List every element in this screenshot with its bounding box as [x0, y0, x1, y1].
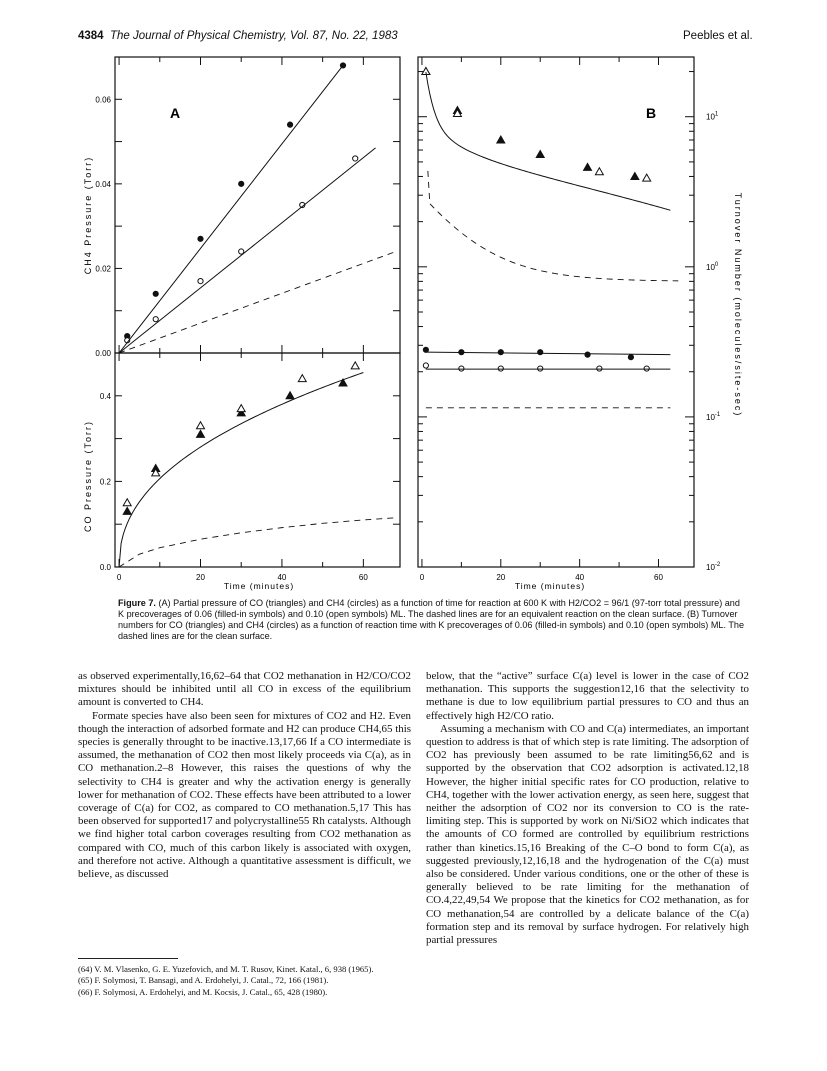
open-triangle-point [298, 375, 306, 382]
filled-circle-point [239, 181, 244, 186]
fit-line-filled-circles [119, 65, 343, 353]
references [78, 964, 411, 998]
open-circle-point [153, 317, 158, 322]
open-circle-point [198, 279, 203, 284]
x-tick-label: 40 [277, 573, 287, 582]
x-tick-label: 60 [654, 573, 663, 582]
open-triangle-point [237, 405, 245, 412]
open-triangle-point [595, 168, 603, 175]
y-tick-label: 0.0 [99, 563, 111, 572]
open-circle-point [498, 366, 503, 371]
y-tick-label: $10^{-1}$ [706, 411, 721, 422]
filled-circle-point [153, 291, 158, 296]
open-triangle-point [197, 422, 205, 429]
reference-66: (66) F. Solymosi, A. Erdohelyi, and M. Kocsis, J. Catal., 65, 428 (1980). [78, 986, 328, 997]
caption-text: (A) Partial pressure of CO (triangles) and CH4 (circles) as a function of time for reaction at 600 K with H2/CO2 = 96/1 (97-torr total pressure) and K precoverages of 0.06 (filled-in symbols) and 0.10 (open symbols) ML. The dashed lines are for an equivalent reaction on the clean surface. (B) Turnover numbers for CO (triangles) and CH4 (circles) as a function of reaction time with K precoverages of 0.06 (filled-in symbols) and 0.10 (open symbols) ML. The dashed lines are for the clean surface. [118, 598, 745, 641]
filled-circle-point [585, 352, 590, 357]
x-tick-label: 20 [496, 573, 506, 582]
filled-circle-point [287, 122, 292, 127]
dashed-series-line [119, 252, 396, 353]
turnover-axis-label: Turnover Number (molecules/site-sec) [733, 192, 743, 418]
y-tick-label: 0.04 [95, 179, 111, 189]
open-circle-point [423, 363, 428, 368]
filled-triangle-point [197, 430, 205, 437]
left-paragraph-1: as observed experimentally,16,62–64 that CO2 methanation in H2/CO/CO2 mixtures should be inhibited until all CO in excess of the equilibrium amount is converted to CH4. [78, 670, 411, 709]
filled-circle-point [628, 355, 633, 360]
fit-curve-co-turnover [426, 72, 670, 210]
x-tick-label: 60 [358, 573, 368, 582]
x-tick-label: 0 [116, 573, 122, 582]
footnote-rule [78, 958, 178, 959]
panel-frame [115, 353, 400, 567]
x-axis-label-a: Time (minutes) [223, 581, 295, 591]
filled-triangle-point [286, 392, 294, 399]
filled-triangle-point [497, 136, 505, 143]
open-circle-point [353, 156, 358, 161]
panel-frame [418, 57, 694, 567]
filled-triangle-point [536, 151, 544, 158]
panel-frame [115, 57, 400, 353]
filled-circle-point [198, 236, 203, 241]
y-tick-label: 0.4 [99, 391, 111, 401]
open-triangle-point [351, 362, 359, 369]
open-circle-point [597, 366, 602, 371]
open-circle-point [538, 366, 543, 371]
panel-a-letter: A [170, 105, 181, 121]
filled-circle-point [538, 350, 543, 355]
x-tick-label: 40 [575, 573, 585, 582]
x-axis-label-b: Time (minutes) [514, 581, 586, 591]
y-tick-label: 0.06 [95, 95, 111, 105]
filled-circle-point [423, 347, 428, 352]
y-tick-label: $10^1$ [706, 111, 719, 122]
fit-line-open-circles [119, 148, 376, 353]
x-tick-label: 0 [419, 573, 425, 582]
journal-title: The Journal of Physical Chemistry, Vol. 87, No. 22, 1983 [109, 30, 398, 42]
figure-labels [95, 95, 720, 582]
dashed-clean-co-turnover [428, 171, 678, 281]
dashed-series-line [119, 518, 396, 567]
y-tick-label: 0.2 [99, 477, 111, 487]
right-column [426, 670, 749, 947]
filled-triangle-point [584, 163, 592, 170]
reference-65: (65) F. Solymosi, T. Bansagi, and A. Erdohelyi, J. Catal., 72, 166 (1981). [78, 975, 329, 986]
figure-axes [115, 57, 694, 567]
open-circle-point [459, 366, 464, 371]
right-paragraph-1: below, that the “active” surface C(a) level is lower in the case of CO2 methanation. This supports the suggestion12,16 that the selectivity to methane is due to low equilibrium partial pressures to CO and thus an effectively high H2/CO ratio. [426, 670, 749, 722]
co-axis-label: CO Pressure (Torr) [83, 419, 93, 533]
open-triangle-point [643, 174, 651, 181]
left-column [78, 670, 411, 881]
panel-b-letter: B [646, 105, 657, 121]
caption-label: Figure 7. [118, 598, 156, 608]
x-tick-label: 20 [196, 573, 205, 582]
ch4-axis-label: CH4 Pressure (Torr) [83, 155, 93, 275]
filled-triangle-point [631, 172, 639, 179]
figure-marks [119, 63, 678, 567]
page-number: 4384 [78, 30, 104, 42]
y-tick-label: 0.02 [95, 264, 111, 274]
left-paragraph-2: Formate species have also been seen for mixtures of CO2 and H2. Even though the interaction of adsorbed formate and H2 can produce CH4,65 this species is generally throught to be inactive.13,17,66 If a CO intermediate is assumed, the methanation of CO2 then most likely proceeds via C(a), as in CO methanation.2–8 However, this raises the questions of why the selectivity to CH4 is greater and why the activation energy is generally lower for methanation of CO2. These effects have been attributed to a lower coverage of C(a) for CO2, as compared to CO methanation.5,17 This has been observed for supported17 and polycrystalline55 Rh catalysts. Although we find higher total carbon coverages resulting from CO2 methanation as compared with CO, much of this carbon likely is associated with oxygen, and therefore not active. Although a quantitative assessment is difficult, we believe, as discussed [78, 709, 412, 881]
running-header-authors: Peebles et al. [683, 30, 753, 42]
open-circle-point [644, 366, 649, 371]
figure-caption [118, 598, 748, 642]
filled-circle-point [498, 350, 503, 355]
y-tick-label: $10^{-2}$ [706, 562, 721, 572]
reference-64: (64) V. M. Vlasenko, G. E. Yuzefovich, and M. T. Rusov, Kinet. Katal., 6, 938 (1965). [78, 964, 374, 974]
y-tick-label: 0.00 [95, 349, 111, 358]
y-tick-label: $10^0$ [706, 261, 719, 272]
filled-triangle-point [123, 507, 131, 514]
open-triangle-point [123, 499, 131, 506]
right-paragraph-2: Assuming a mechanism with CO and C(a) intermediates, an important question to address is that of which step is rate limiting. The adsorption of CO2 has previously been assumed to be rate limiting56,62 and is supported by the observation that CO2 adsorption is activated.12,18 However, the higher initial specific rates for CO production, relative to CH4, together with the lower activation energy, as seen here, suggest that neither the adsorption of CO2 nor its conversion to CO is the rate-limiting step. This is supported by work on Ni/SiO2 which indicates that the amounts of CO formed are controlled by equilibrium restrictions rather than kinetics.15,16 Breaking of the C–O bond to form C(a), as suggested previously,12,16,18 and the hydrogenation of the C(a) must also be considered. Under various conditions, one or the other of these is generally believed to be rate limiting for the methanation of CO.4,22,49,54 We propose that the kinetics for CO2 methanation, as for CO methanation,54 are controlled by a delicate balance of the C(a) formation step and its removal by surface hydrogen. For relatively high partial pressures [426, 722, 749, 947]
